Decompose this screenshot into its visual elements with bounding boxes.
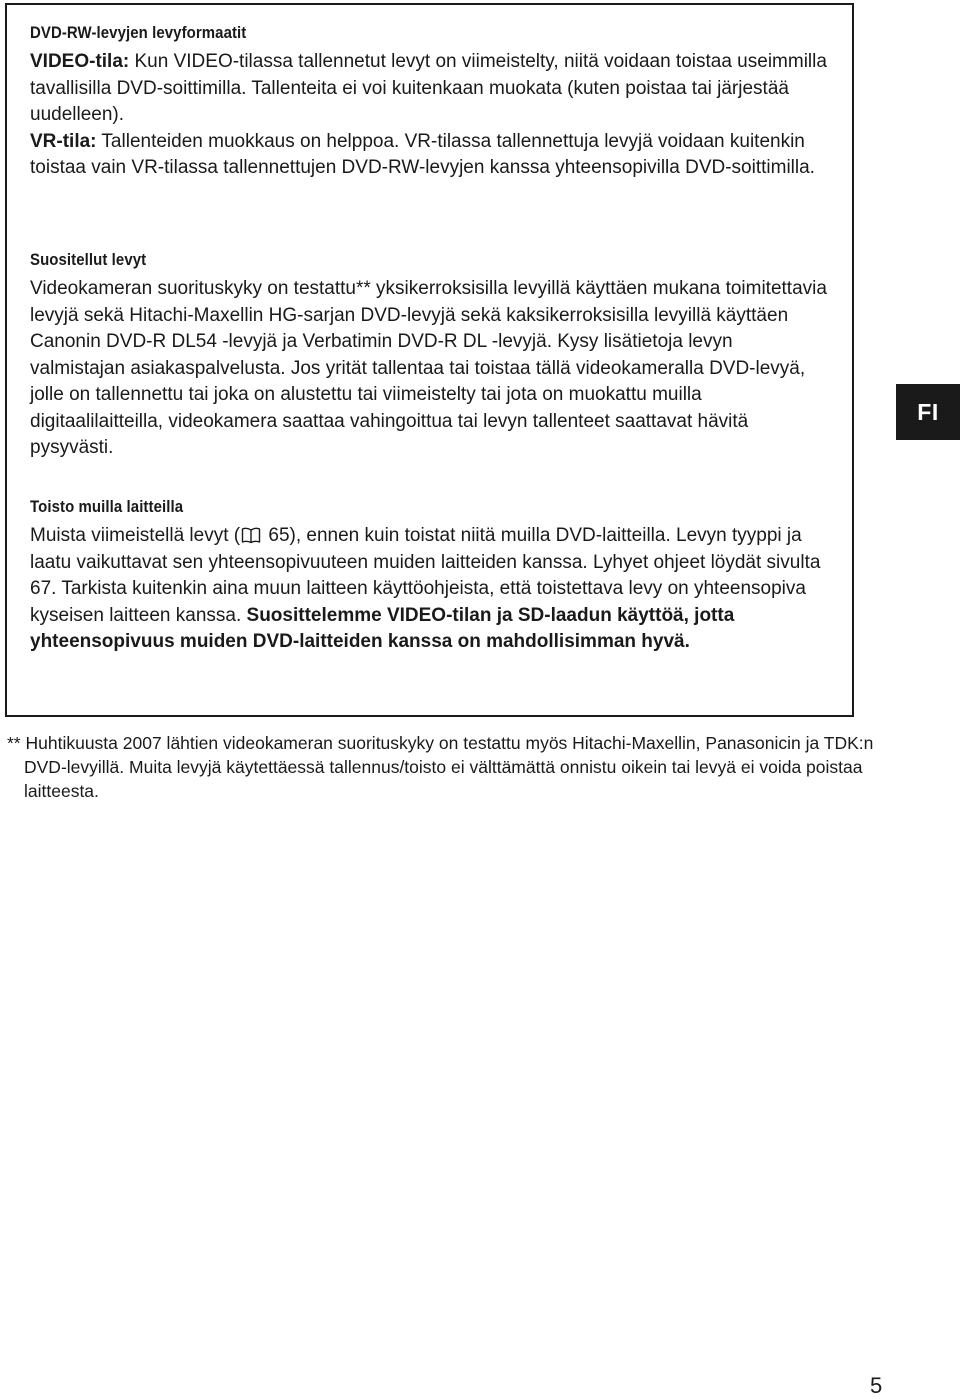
language-tab: FI [896, 384, 960, 440]
playback-recommendation: Suosittelemme VIDEO-tilan ja SD-laadun käyttöä, jotta yhteensopivuus muiden DVD-laitteiden kanssa on mahdollisimman hyvä. [30, 604, 735, 652]
section-heading: DVD-RW-levyjen levyformaatit [30, 23, 247, 42]
section-playback-other-devices [30, 495, 830, 656]
video-mode-label: VIDEO-tila: [30, 51, 130, 72]
recommended-paragraph: Videokameran suorituskyky on testattu** yksikerroksisilla levyillä käyttäen mukana toimitettavia levyjä sekä Hitachi-Maxellin HG-sarjan DVD-levyjä sekä kaksikerroksisilla levyillä käyttäen Canonin DVD-R DL54 -levyjä ja Verbatimin DVD-R DL -levyjä. Kysy lisätietoja levyn valmistajan asiakaspalvelusta. Jos yrität tallentaa tai toistaa tällä videokameralla DVD-levyä, jolle on tallennettu tai joka on alustettu tai viimeistelty tai jota on muokattu muilla digitaalilaitteilla, videokamera saattaa vahingoittua tai levyn tallenteet saattavat hävitä pysyvästi. [30, 278, 827, 458]
section-heading: Suositellut levyt [30, 250, 147, 269]
section-recommended-discs [30, 248, 830, 462]
playback-paragraph [30, 523, 830, 656]
book-icon [241, 526, 261, 544]
vr-mode-label: VR-tila: [30, 130, 97, 152]
video-mode-text: Kun VIDEO-tilassa tallennetut levyt on viimeistelty, niitä voidaan toistaa useimmilla tavallisilla DVD-soittimilla. Tallenteita ei voi kuitenkaan muokata (kuten poistaa tai järjestää uudelleen). [30, 51, 827, 125]
playback-text-start: Muista viimeistellä levyt ( [30, 525, 241, 546]
section-dvdrw-formats [30, 21, 830, 182]
vr-mode-text: Tallenteiden muokkaus on helppoa. VR-tilassa tallennettuja levyjä voidaan kuitenkin toistaa vain VR-tilassa tallennettujen DVD-RW-levyjen kanssa yhteensopivilla DVD-soittimilla. [30, 130, 815, 178]
playback-text-rest: 65), ennen kuin toistat niitä muilla DVD-laitteilla. Levyn tyyppi ja laatu vaikuttavat sen yhteensopivuuteen muiden laitteiden kanssa. Lyhyet ohjeet löydät sivulta 67. Tarkista kuitenkin aina muun laitteen käyttöohjeista, että toistettava levy on yhteensopiva kyseisen laitteen kanssa. [30, 525, 821, 626]
video-mode-paragraph [30, 49, 830, 129]
footnote: ** Huhtikuusta 2007 lähtien videokameran suorituskyky on testattu myös Hitachi-Maxellin, Panasonicin ja TDK:n DVD-levyillä. Muita levyjä käytettäessä tallennus/toisto ei välttämättä onnistu oikein tai levyä ei voida poistaa laitteesta. [7, 733, 874, 801]
page-number: 5 [870, 1373, 883, 1398]
vr-mode-paragraph [30, 129, 830, 182]
section-heading: Toisto muilla laitteilla [30, 497, 184, 516]
